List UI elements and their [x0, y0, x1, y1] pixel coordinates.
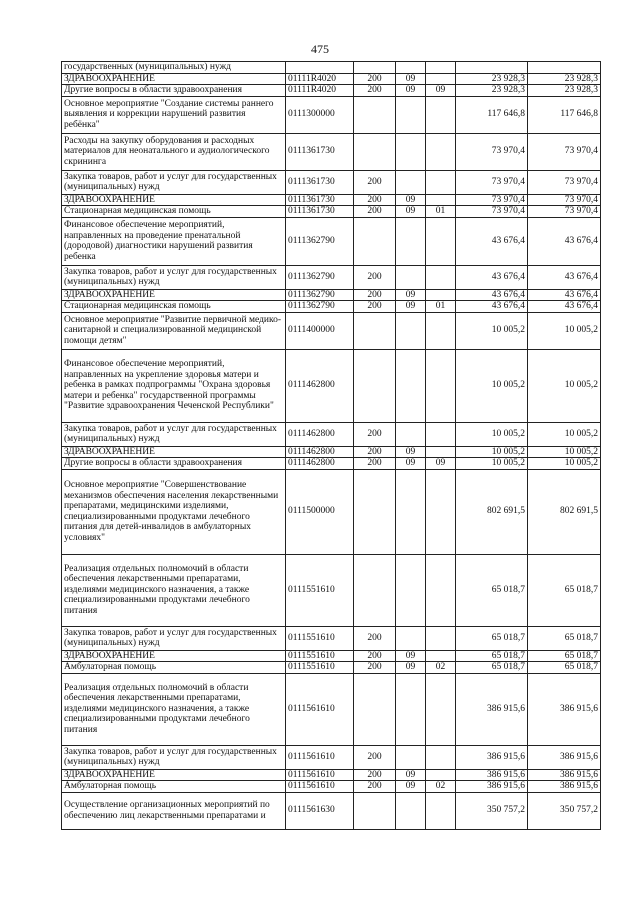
target-code: 0111561630 — [286, 792, 354, 829]
amount-year-1: 43 676,4 — [456, 217, 528, 265]
subsection-code — [426, 133, 456, 170]
section-code — [396, 673, 426, 745]
amount-year-2: 386 915,6 — [528, 673, 601, 745]
amount-year-1: 43 676,4 — [456, 301, 528, 313]
amount-year-2: 386 915,6 — [528, 781, 601, 793]
subsection-code — [426, 650, 456, 662]
row-name: Финансовое обеспечение мероприятий, направленных на проведение пренатальной (дородовой) диагностики нарушений развития ребенка — [62, 217, 286, 265]
table-row — [62, 170, 601, 194]
section-code: 09 — [396, 650, 426, 662]
expense-type — [354, 217, 396, 265]
amount-year-2: 10 005,2 — [528, 349, 601, 422]
subsection-code — [426, 469, 456, 554]
table-row — [62, 265, 601, 289]
subsection-code: 02 — [426, 662, 456, 674]
amount-year-2: 73 970,4 — [528, 133, 601, 170]
amount-year-1: 10 005,2 — [456, 312, 528, 349]
table-row — [62, 650, 601, 662]
amount-year-2: 65 018,7 — [528, 662, 601, 674]
row-name: Стационарная медицинская помощь — [62, 206, 286, 218]
target-code: 01111R4020 — [286, 73, 354, 85]
section-code — [396, 312, 426, 349]
subsection-code — [426, 792, 456, 829]
target-code: 0111462800 — [286, 446, 354, 458]
expense-type — [354, 673, 396, 745]
subsection-code — [426, 217, 456, 265]
expense-type: 200 — [354, 662, 396, 674]
amount-year-2: 10 005,2 — [528, 312, 601, 349]
row-name: Реализация отдельных полномочий в области обеспечения лекарственными препаратами, изделиями медицинского назначения, а также специализированными продуктами лечебного питания — [62, 554, 286, 626]
row-name: Другие вопросы в области здравоохранения — [62, 458, 286, 470]
section-code — [396, 133, 426, 170]
amount-year-1: 802 691,5 — [456, 469, 528, 554]
row-name: Закупка товаров, работ и услуг для государственных (муниципальных) нужд — [62, 745, 286, 769]
amount-year-1: 10 005,2 — [456, 458, 528, 470]
target-code: 0111462800 — [286, 349, 354, 422]
table-row — [62, 458, 601, 470]
amount-year-2: 10 005,2 — [528, 446, 601, 458]
section-code — [396, 745, 426, 769]
expense-type — [354, 96, 396, 133]
table-row — [62, 554, 601, 626]
amount-year-2: 43 676,4 — [528, 301, 601, 313]
section-code: 09 — [396, 206, 426, 218]
table-row — [62, 769, 601, 781]
amount-year-2: 65 018,7 — [528, 650, 601, 662]
expense-type: 200 — [354, 206, 396, 218]
row-name: ЗДРАВООХРАНЕНИЕ — [62, 446, 286, 458]
amount-year-2: 802 691,5 — [528, 469, 601, 554]
subsection-code — [426, 194, 456, 206]
table-row — [62, 62, 601, 74]
table-row — [62, 662, 601, 674]
target-code: 0111462800 — [286, 458, 354, 470]
amount-year-2: 43 676,4 — [528, 289, 601, 301]
section-code: 09 — [396, 85, 426, 97]
amount-year-1: 23 928,3 — [456, 73, 528, 85]
amount-year-1: 73 970,4 — [456, 206, 528, 218]
expense-type — [354, 554, 396, 626]
row-name: Реализация отдельных полномочий в области обеспечения лекарственными препаратами, изделиями медицинского назначения, а также специализированными продуктами лечебного питания — [62, 673, 286, 745]
amount-year-1: 43 676,4 — [456, 265, 528, 289]
row-name: Закупка товаров, работ и услуг для государственных (муниципальных) нужд — [62, 422, 286, 446]
section-code — [396, 265, 426, 289]
subsection-code — [426, 769, 456, 781]
amount-year-1: 65 018,7 — [456, 650, 528, 662]
subsection-code — [426, 349, 456, 422]
row-name: Закупка товаров, работ и услуг для государственных (муниципальных) нужд — [62, 170, 286, 194]
table-row — [62, 96, 601, 133]
subsection-code — [426, 745, 456, 769]
table-row — [62, 781, 601, 793]
subsection-code — [426, 554, 456, 626]
table-row — [62, 745, 601, 769]
page-number: 475 — [311, 42, 329, 56]
section-code — [396, 554, 426, 626]
amount-year-2: 117 646,8 — [528, 96, 601, 133]
table-row — [62, 217, 601, 265]
amount-year-2 — [528, 62, 601, 74]
amount-year-1: 73 970,4 — [456, 133, 528, 170]
expense-type — [354, 312, 396, 349]
amount-year-2: 10 005,2 — [528, 422, 601, 446]
row-name: Стационарная медицинская помощь — [62, 301, 286, 313]
subsection-code — [426, 96, 456, 133]
target-code: 0111561610 — [286, 745, 354, 769]
row-name: Расходы на закупку оборудования и расходных материалов для неонатального и аудиологического скрининга — [62, 133, 286, 170]
table-row — [62, 194, 601, 206]
target-code: 0111361730 — [286, 206, 354, 218]
target-code: 0111561610 — [286, 769, 354, 781]
table-row — [62, 792, 601, 829]
section-code — [396, 96, 426, 133]
amount-year-1: 65 018,7 — [456, 662, 528, 674]
subsection-code — [426, 265, 456, 289]
table-row — [62, 349, 601, 422]
amount-year-2: 386 915,6 — [528, 745, 601, 769]
subsection-code — [426, 312, 456, 349]
expense-type: 200 — [354, 73, 396, 85]
amount-year-1: 386 915,6 — [456, 745, 528, 769]
amount-year-1: 43 676,4 — [456, 289, 528, 301]
row-name: ЗДРАВООХРАНЕНИЕ — [62, 769, 286, 781]
section-code — [396, 349, 426, 422]
expense-type: 200 — [354, 422, 396, 446]
target-code: 0111551610 — [286, 626, 354, 650]
row-name: Закупка товаров, работ и услуг для государственных (муниципальных) нужд — [62, 265, 286, 289]
target-code: 0111551610 — [286, 554, 354, 626]
expense-type — [354, 469, 396, 554]
target-code: 01111R4020 — [286, 85, 354, 97]
section-code: 09 — [396, 301, 426, 313]
expense-type: 200 — [354, 194, 396, 206]
table-row — [62, 289, 601, 301]
amount-year-2: 65 018,7 — [528, 554, 601, 626]
amount-year-1: 73 970,4 — [456, 194, 528, 206]
amount-year-2: 10 005,2 — [528, 458, 601, 470]
table-row — [62, 206, 601, 218]
amount-year-2: 73 970,4 — [528, 206, 601, 218]
subsection-code: 09 — [426, 85, 456, 97]
amount-year-1: 65 018,7 — [456, 554, 528, 626]
section-code — [396, 626, 426, 650]
expense-type: 200 — [354, 265, 396, 289]
subsection-code — [426, 626, 456, 650]
row-name: ЗДРАВООХРАНЕНИЕ — [62, 650, 286, 662]
amount-year-2: 23 928,3 — [528, 73, 601, 85]
amount-year-1: 350 757,2 — [456, 792, 528, 829]
expense-type: 200 — [354, 85, 396, 97]
table-row — [62, 301, 601, 313]
section-code: 09 — [396, 662, 426, 674]
subsection-code — [426, 73, 456, 85]
row-name: Основное мероприятие "Развитие первичной медико-санитарной и специализированной медицинской помощи детям" — [62, 312, 286, 349]
table-row — [62, 626, 601, 650]
target-code: 0111361730 — [286, 170, 354, 194]
table-row — [62, 85, 601, 97]
subsection-code — [426, 422, 456, 446]
amount-year-1: 65 018,7 — [456, 626, 528, 650]
row-name: ЗДРАВООХРАНЕНИЕ — [62, 289, 286, 301]
subsection-code: 09 — [426, 458, 456, 470]
expense-type: 200 — [354, 781, 396, 793]
expense-type: 200 — [354, 650, 396, 662]
subsection-code — [426, 289, 456, 301]
section-code — [396, 62, 426, 74]
target-code: 0111361730 — [286, 194, 354, 206]
section-code: 09 — [396, 194, 426, 206]
target-code: 0111361730 — [286, 133, 354, 170]
expense-type: 200 — [354, 769, 396, 781]
row-name: Финансовое обеспечение мероприятий, направленных на укрепление здоровья матери и ребенка в рамках подпрограммы "Охрана здоровья матери и ребенка" государственной программы "Развитие здравоохранения Чеченской Республики" — [62, 349, 286, 422]
subsection-code: 01 — [426, 301, 456, 313]
expense-type: 200 — [354, 446, 396, 458]
amount-year-2: 350 757,2 — [528, 792, 601, 829]
row-name: Основное мероприятие "Создание системы раннего выявления и коррекции нарушений развития ребёнка" — [62, 96, 286, 133]
section-code: 09 — [396, 781, 426, 793]
target-code: 0111551610 — [286, 662, 354, 674]
section-code — [396, 469, 426, 554]
expense-type: 200 — [354, 301, 396, 313]
section-code — [396, 422, 426, 446]
section-code — [396, 170, 426, 194]
expense-type — [354, 133, 396, 170]
amount-year-1: 117 646,8 — [456, 96, 528, 133]
budget-table — [61, 61, 601, 830]
amount-year-2: 43 676,4 — [528, 217, 601, 265]
row-name: Осуществление организационных мероприятий по обеспечению лиц лекарственными препаратами и — [62, 792, 286, 829]
target-code: 0111362790 — [286, 217, 354, 265]
table-row — [62, 422, 601, 446]
row-name: Другие вопросы в области здравоохранения — [62, 85, 286, 97]
subsection-code: 02 — [426, 781, 456, 793]
amount-year-2: 65 018,7 — [528, 626, 601, 650]
amount-year-1: 386 915,6 — [456, 769, 528, 781]
expense-type — [354, 349, 396, 422]
amount-year-1 — [456, 62, 528, 74]
row-name: ЗДРАВООХРАНЕНИЕ — [62, 73, 286, 85]
subsection-code — [426, 62, 456, 74]
section-code: 09 — [396, 458, 426, 470]
section-code — [396, 792, 426, 829]
table-row — [62, 133, 601, 170]
target-code: 0111300000 — [286, 96, 354, 133]
row-name: Основное мероприятие "Совершенствование механизмов обеспечения населения лекарственными препаратами, медицинскими изделиями, специализированными продуктами лечебного питания для детей-инвалидов в амбулаторных условиях" — [62, 469, 286, 554]
row-name: государственных (муниципальных) нужд — [62, 62, 286, 74]
amount-year-1: 386 915,6 — [456, 673, 528, 745]
target-code: 0111362790 — [286, 289, 354, 301]
section-code — [396, 217, 426, 265]
table-row — [62, 469, 601, 554]
amount-year-1: 73 970,4 — [456, 170, 528, 194]
row-name: Амбулаторная помощь — [62, 662, 286, 674]
target-code — [286, 62, 354, 74]
target-code: 0111362790 — [286, 265, 354, 289]
section-code: 09 — [396, 446, 426, 458]
section-code: 09 — [396, 73, 426, 85]
expense-type — [354, 792, 396, 829]
amount-year-2: 386 915,6 — [528, 769, 601, 781]
amount-year-1: 10 005,2 — [456, 422, 528, 446]
amount-year-2: 73 970,4 — [528, 194, 601, 206]
section-code: 09 — [396, 769, 426, 781]
budget-table-body — [62, 62, 601, 830]
table-row — [62, 673, 601, 745]
target-code: 0111561610 — [286, 781, 354, 793]
target-code: 0111551610 — [286, 650, 354, 662]
expense-type — [354, 62, 396, 74]
expense-type: 200 — [354, 170, 396, 194]
row-name: ЗДРАВООХРАНЕНИЕ — [62, 194, 286, 206]
row-name: Амбулаторная помощь — [62, 781, 286, 793]
table-row — [62, 312, 601, 349]
target-code: 0111362790 — [286, 301, 354, 313]
amount-year-2: 43 676,4 — [528, 265, 601, 289]
expense-type: 200 — [354, 458, 396, 470]
target-code: 0111400000 — [286, 312, 354, 349]
target-code: 0111462800 — [286, 422, 354, 446]
amount-year-2: 23 928,3 — [528, 85, 601, 97]
target-code: 0111500000 — [286, 469, 354, 554]
subsection-code — [426, 446, 456, 458]
target-code: 0111561610 — [286, 673, 354, 745]
section-code: 09 — [396, 289, 426, 301]
amount-year-1: 10 005,2 — [456, 349, 528, 422]
subsection-code — [426, 170, 456, 194]
subsection-code — [426, 673, 456, 745]
table-row — [62, 73, 601, 85]
table-row — [62, 446, 601, 458]
subsection-code: 01 — [426, 206, 456, 218]
expense-type: 200 — [354, 289, 396, 301]
expense-type: 200 — [354, 626, 396, 650]
expense-type: 200 — [354, 745, 396, 769]
amount-year-1: 23 928,3 — [456, 85, 528, 97]
amount-year-1: 10 005,2 — [456, 446, 528, 458]
row-name: Закупка товаров, работ и услуг для государственных (муниципальных) нужд — [62, 626, 286, 650]
amount-year-1: 386 915,6 — [456, 781, 528, 793]
amount-year-2: 73 970,4 — [528, 170, 601, 194]
